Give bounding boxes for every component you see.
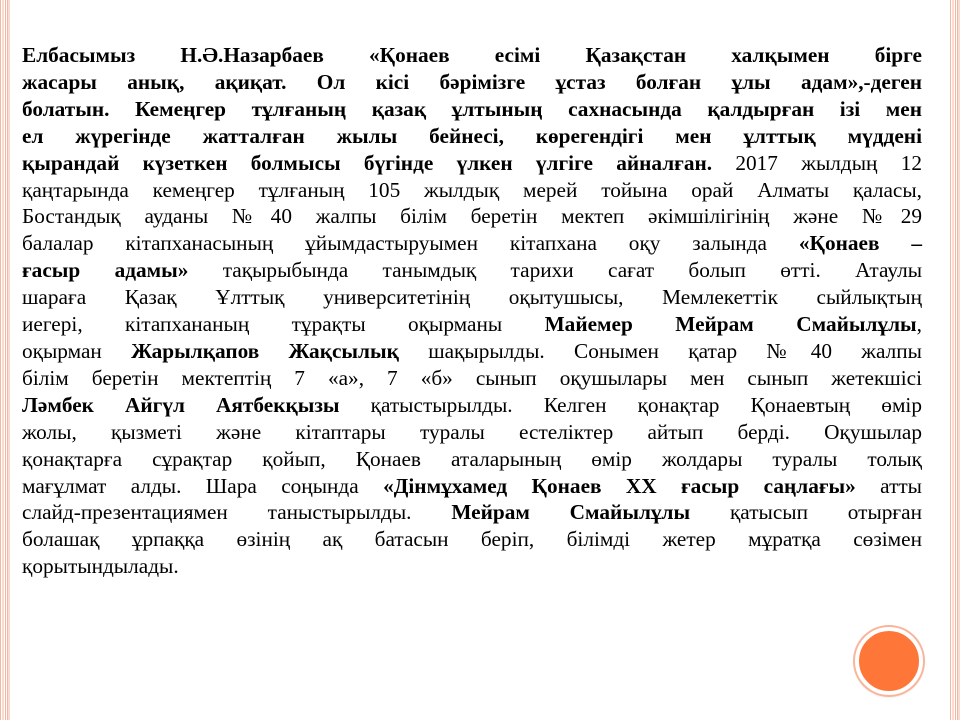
- paragraph-line: [22, 499, 922, 526]
- text-run: болашақ ұрпаққа өзінің ақ батасын беріп, білімді жетер мұратқа сөзімен: [22, 527, 922, 552]
- text-run: тақырыбында танымдық тарихи сағат болып өтті. Атаулы: [188, 258, 922, 283]
- bold-text-run: Жарылқапов Жақсылық: [131, 338, 399, 363]
- right-decorative-stripes: [950, 0, 960, 720]
- paragraph-line: [22, 257, 922, 284]
- text-run: қатыстырылды. Келген қонақтар Қонаевтың өмір: [339, 392, 922, 417]
- paragraph-line: [22, 338, 922, 365]
- paragraph-line: [22, 365, 922, 392]
- bold-text-run: Елбасымыз Н.Ә.Назарбаев «Қонаев есімі Қазақстан халқымен бірге: [22, 43, 922, 67]
- paragraph-line: [22, 203, 922, 230]
- text-run: оқырман: [22, 338, 132, 363]
- bold-text-run: жасары анық, ақиқат. Ол кісі бәрімізге ұстаз болған ұлы адам»,-деген: [22, 69, 922, 94]
- bold-text-run: Мейрам Смайылұлы: [451, 500, 691, 525]
- left-decorative-stripes: [0, 0, 10, 720]
- paragraph-line: [22, 123, 922, 150]
- slide-paragraph: [22, 42, 922, 580]
- bold-text-run: ел жүрегінде жатталған жылы бейнесі, көрегендігі мен ұлттық мүддені: [22, 123, 922, 148]
- paragraph-line: [22, 311, 922, 338]
- text-run: иегері, кітапхананың тұрақты оқырманы: [22, 312, 545, 337]
- text-run: слайд-презентациямен таныстырылды.: [22, 500, 452, 525]
- paragraph-line: [22, 553, 922, 580]
- paragraph-line: [22, 177, 922, 204]
- paragraph-line: [22, 69, 922, 96]
- text-run: балалар кітапханасының ұйымдастыруымен кітапхана оқу залында: [22, 231, 799, 256]
- text-run: шараға Қазақ Ұлттық университетінің оқытушысы, Мемлекеттік сыйлықтың: [22, 285, 922, 310]
- paragraph-line: [22, 42, 922, 69]
- text-run: қаңтарында кемеңгер тұлғаның 105 жылдық мерей тойына орай Алматы қаласы,: [22, 177, 922, 202]
- bold-text-run: қырандай күзеткен болмысы бүгінде үлкен үлгіге айналған.: [22, 150, 713, 175]
- text-run: қорытындылады.: [22, 554, 179, 579]
- text-run: жолы, қызметі және кітаптары туралы естеліктер айтып берді. Оқушылар: [22, 419, 922, 444]
- text-run: қонақтарға сұрақтар қойып, Қонаев аталарының өмір жолдары туралы толық: [22, 446, 922, 471]
- paragraph-line: [22, 392, 922, 419]
- paragraph-line: [22, 526, 922, 553]
- decorative-circle: [855, 627, 923, 695]
- bold-text-run: Майемер Мейрам Смайылұлы: [544, 312, 917, 337]
- text-run: қатысып отырған: [690, 500, 923, 525]
- paragraph-line: [22, 150, 922, 177]
- text-run: атты: [855, 473, 922, 498]
- bold-text-run: «Қонаев –: [798, 231, 922, 256]
- bold-text-run: болатын. Кемеңгер тұлғаның қазақ ұлтының сахнасында қалдырған ізі мен: [22, 96, 922, 121]
- text-run: ,: [916, 312, 922, 337]
- text-run: Бостандық ауданы №40 жалпы білім беретін мектеп әкімшілігінің және №29: [22, 204, 922, 229]
- text-run: 2017 жылдың 12: [712, 150, 922, 175]
- text-run: мағұлмат алды. Шара соңында: [22, 473, 384, 498]
- paragraph-line: [22, 96, 922, 123]
- paragraph-line: [22, 446, 922, 473]
- bold-text-run: Ләмбек Айгүл Аятбекқызы: [22, 392, 340, 417]
- paragraph-line: [22, 230, 922, 257]
- bold-text-run: ғасыр адамы»: [22, 258, 189, 283]
- text-run: шақырылды. Сонымен қатар №40 жалпы: [398, 338, 922, 363]
- paragraph-line: [22, 284, 922, 311]
- paragraph-line: [22, 473, 922, 500]
- paragraph-line: [22, 419, 922, 446]
- text-run: білім беретін мектептің 7 «а», 7 «б» сынып оқушылары мен сынып жетекшісі: [22, 365, 922, 390]
- bold-text-run: «Дінмұхамед Қонаев ХХ ғасыр саңлағы»: [383, 473, 856, 498]
